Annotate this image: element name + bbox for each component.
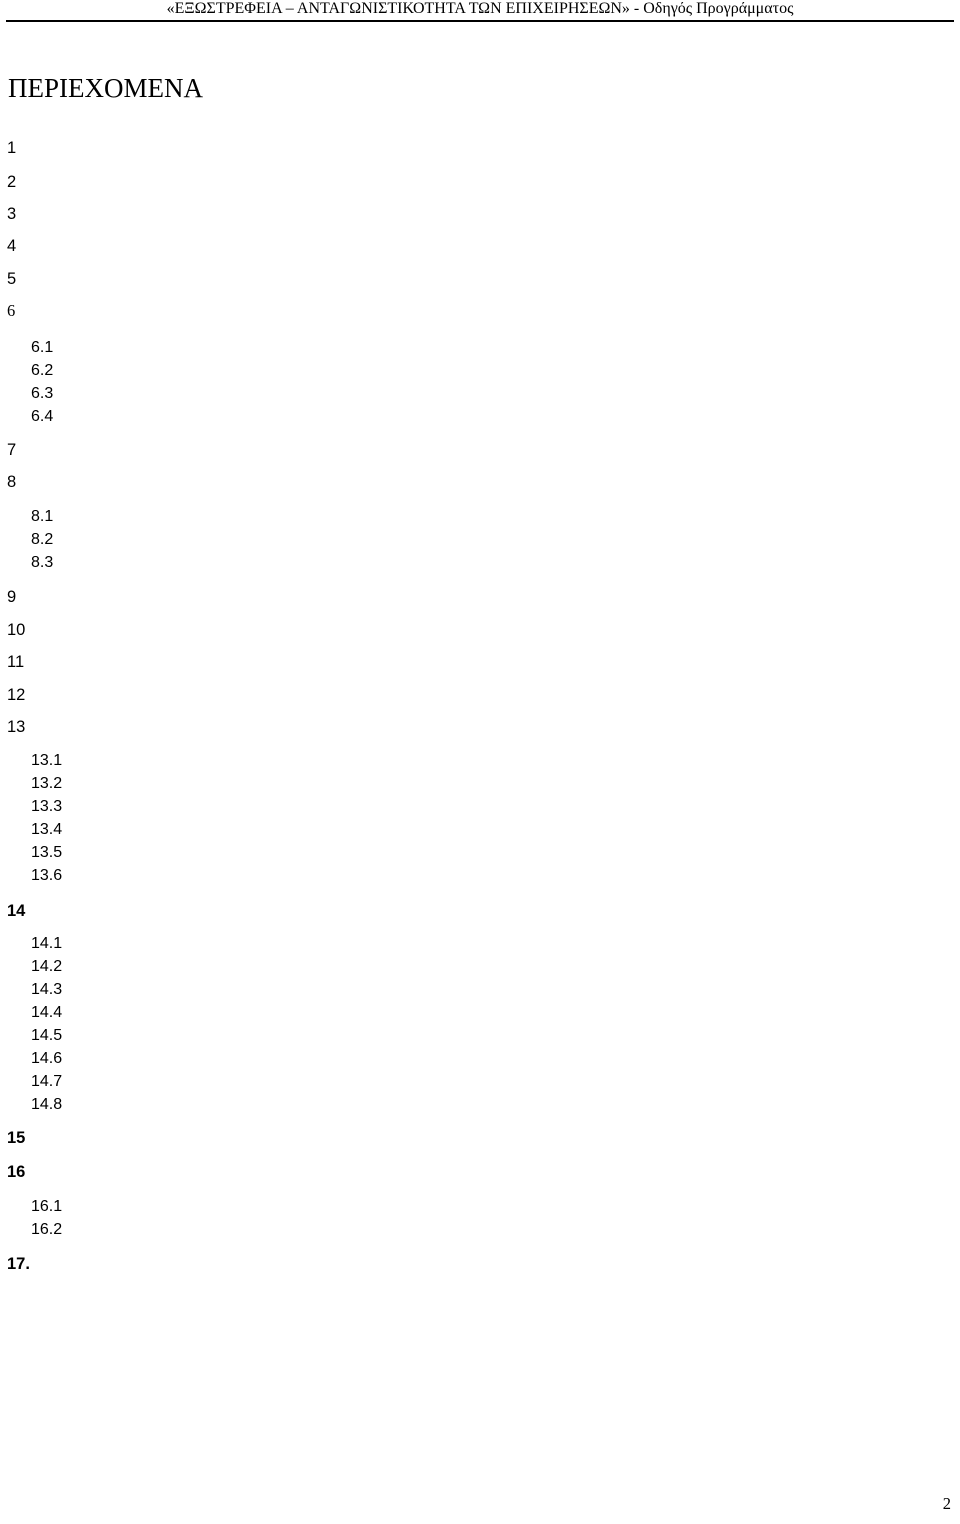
toc-entry-number: 13.1 (31, 752, 63, 769)
toc-entry-number: 8 (7, 473, 17, 491)
page-title: ΠΕΡΙΕΧΟΜΕΝΑ (8, 73, 203, 103)
toc-entry-number: 3 (7, 205, 17, 223)
toc-entry-number: 14.8 (31, 1096, 63, 1113)
toc-entry-number: 14.5 (31, 1027, 63, 1044)
toc-entry-number: 14.6 (31, 1050, 63, 1067)
running-header: «ΕΞΩΣΤΡΕΦΕΙΑ – ΑΝΤΑΓΩΝΙΣΤΙΚΟΤΗΤΑ ΤΩΝ ΕΠΙΧΕΙΡΗΣΕΩΝ» - Οδηγός Προγράμματος (6, 0, 954, 22)
toc-entry-number: 6.2 (31, 362, 54, 379)
toc-entry-number: 2 (7, 173, 17, 191)
toc-entry-number: 10 (7, 621, 26, 639)
toc-entry-number: 11 (7, 653, 25, 671)
toc-entry-number: 8.2 (31, 531, 54, 548)
toc-entry-number: 13 (7, 718, 26, 736)
toc-entry-number: 13.4 (31, 821, 63, 838)
toc-entry-number: 4 (7, 237, 17, 255)
toc-entry-number: 14.4 (31, 1004, 63, 1021)
toc-entry-number: 6.1 (31, 339, 54, 356)
toc-entry-number: 13.5 (31, 844, 63, 861)
toc-entry-number: 14.3 (31, 981, 63, 998)
toc-entry-number: 13.2 (31, 775, 63, 792)
toc-entry-number: 14.2 (31, 958, 63, 975)
toc-entry-number: 8.3 (31, 554, 54, 571)
toc-entry-number: 16.2 (31, 1221, 63, 1238)
toc-entry-number: 14.7 (31, 1073, 63, 1090)
toc-entry-number: 16.1 (31, 1198, 63, 1215)
toc-entry-number: 13.3 (31, 798, 63, 815)
toc-entry-number: 8.1 (31, 508, 54, 525)
toc-entry-number: 12 (7, 686, 26, 704)
toc-entry-number: 7 (7, 441, 17, 459)
toc-entry-number: 1 (7, 139, 17, 157)
toc-entry-number: 6.4 (31, 408, 54, 425)
toc-entry-number: 17. (7, 1255, 30, 1273)
toc-entry-number: 5 (7, 270, 17, 288)
toc-entry-number: 6 (7, 301, 16, 320)
toc-entry-number: 9 (7, 588, 17, 606)
page-number: 2 (942, 1494, 951, 1513)
toc-entry-number: 14 (7, 902, 26, 920)
toc-entry-number: 16 (7, 1163, 26, 1181)
toc-entry-number: 6.3 (31, 385, 54, 402)
toc-entry-number: 15 (7, 1129, 26, 1147)
toc-entry-number: 13.6 (31, 867, 63, 884)
toc-entry-number: 14.1 (31, 935, 63, 952)
